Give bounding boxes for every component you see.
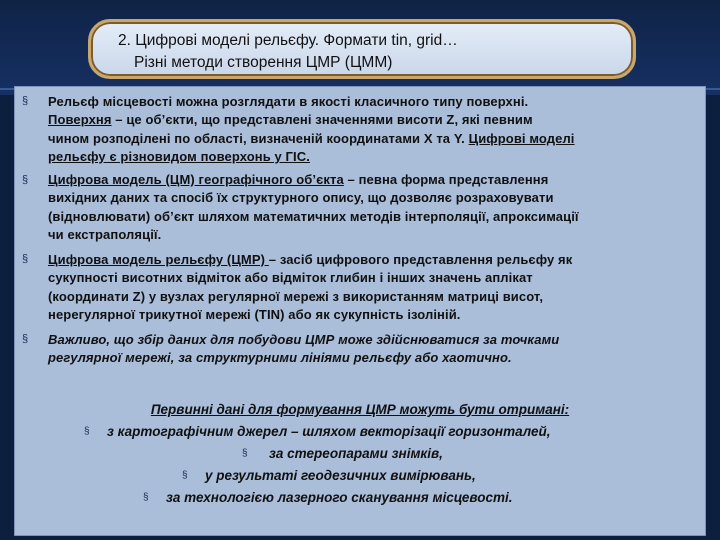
square-bullet-icon: § [84,426,90,437]
paragraph-line [48,288,698,306]
text-segment: нерегулярної трикутної мережі (TIN) або як сукупність ізоліній. [48,307,461,323]
square-bullet-icon: § [22,174,29,186]
source-item: з картографічним джерел – шляхом векторізації горизонталей, [107,424,551,439]
paragraph-line [48,251,698,269]
sources-heading: Первинні дані для формування ЦМР можуть бути отримані: [150,402,570,417]
paragraph-line [48,306,698,324]
text-segment: Поверхня [48,112,112,128]
paragraph-line [48,148,698,166]
text-segment: Цифрові моделі [468,130,575,146]
text-segment: Рельєф місцевості можна розглядати в якості класичного типу поверхні. [48,94,529,109]
text-segment: Цифрова модель (ЦМ) географічного об’єкта [48,172,344,187]
text-segment: (координати Z) у вузлах регулярної мережі з використанням матриці висот, [48,288,544,304]
text-segment: чи екстраполяції. [48,227,162,243]
paragraph-line [48,171,698,189]
square-bullet-icon: § [242,448,248,459]
text-segment: – це об’єкти, що представлені значеннями висоти Z, які певним [111,112,533,128]
paragraph-line [48,226,698,244]
slide-subtitle: Різні методи створення ЦМР (ЦММ) [134,54,393,71]
paragraph-line [48,269,698,287]
paragraph-dem [48,251,698,325]
text-segment: Важливо, що збір даних для побудови ЦМР може здійснюватися за точками [48,332,560,347]
paragraph-line [48,189,698,207]
square-bullet-icon: § [182,470,188,481]
text-segment: сукупності висотних відміток або відміток глибин і інших значень аплікат [48,270,533,286]
paragraph-line [48,331,698,349]
text-segment: чином розподілені по області, визначеній координатами X та Y. [48,130,469,146]
source-item: за стереопарами знімків, [269,446,443,461]
paragraph-important [48,331,698,368]
text-segment: рельєфу є різновидом поверхонь у ГІС. [48,149,310,165]
source-item: у результаті геодезичних вимірювань, [205,468,476,483]
paragraph-line [48,208,698,226]
paragraph-surface [48,93,698,167]
paragraph-line [48,130,698,148]
paragraph-line [48,349,698,367]
text-segment: (відновлювати) об’єкт шляхом математичних методів інтерполяції, апроксимації [48,208,579,224]
text-segment: – засіб цифрового представлення рельєфу як [268,252,573,267]
paragraph-line [48,111,698,129]
text-segment: – певна форма представлення [343,172,549,187]
square-bullet-icon: § [143,492,149,503]
square-bullet-icon: § [22,95,29,107]
paragraph-digital-model [48,171,698,245]
square-bullet-icon: § [22,333,29,345]
text-segment: вихідних даних та спосіб їх структурного опису, що дозволяє розраховувати [48,190,554,206]
source-item: за технологією лазерного сканування місцевості. [166,490,513,505]
paragraph-line [48,93,698,111]
square-bullet-icon: § [22,253,29,265]
slide-title: 2. Цифрові моделі рельєфу. Формати tin, grid… [118,32,458,49]
text-segment: Цифрова модель рельєфу (ЦМР) [48,252,269,267]
text-segment: регулярної мережі, за структурними лініями рельєфу або хаотично. [48,350,512,366]
